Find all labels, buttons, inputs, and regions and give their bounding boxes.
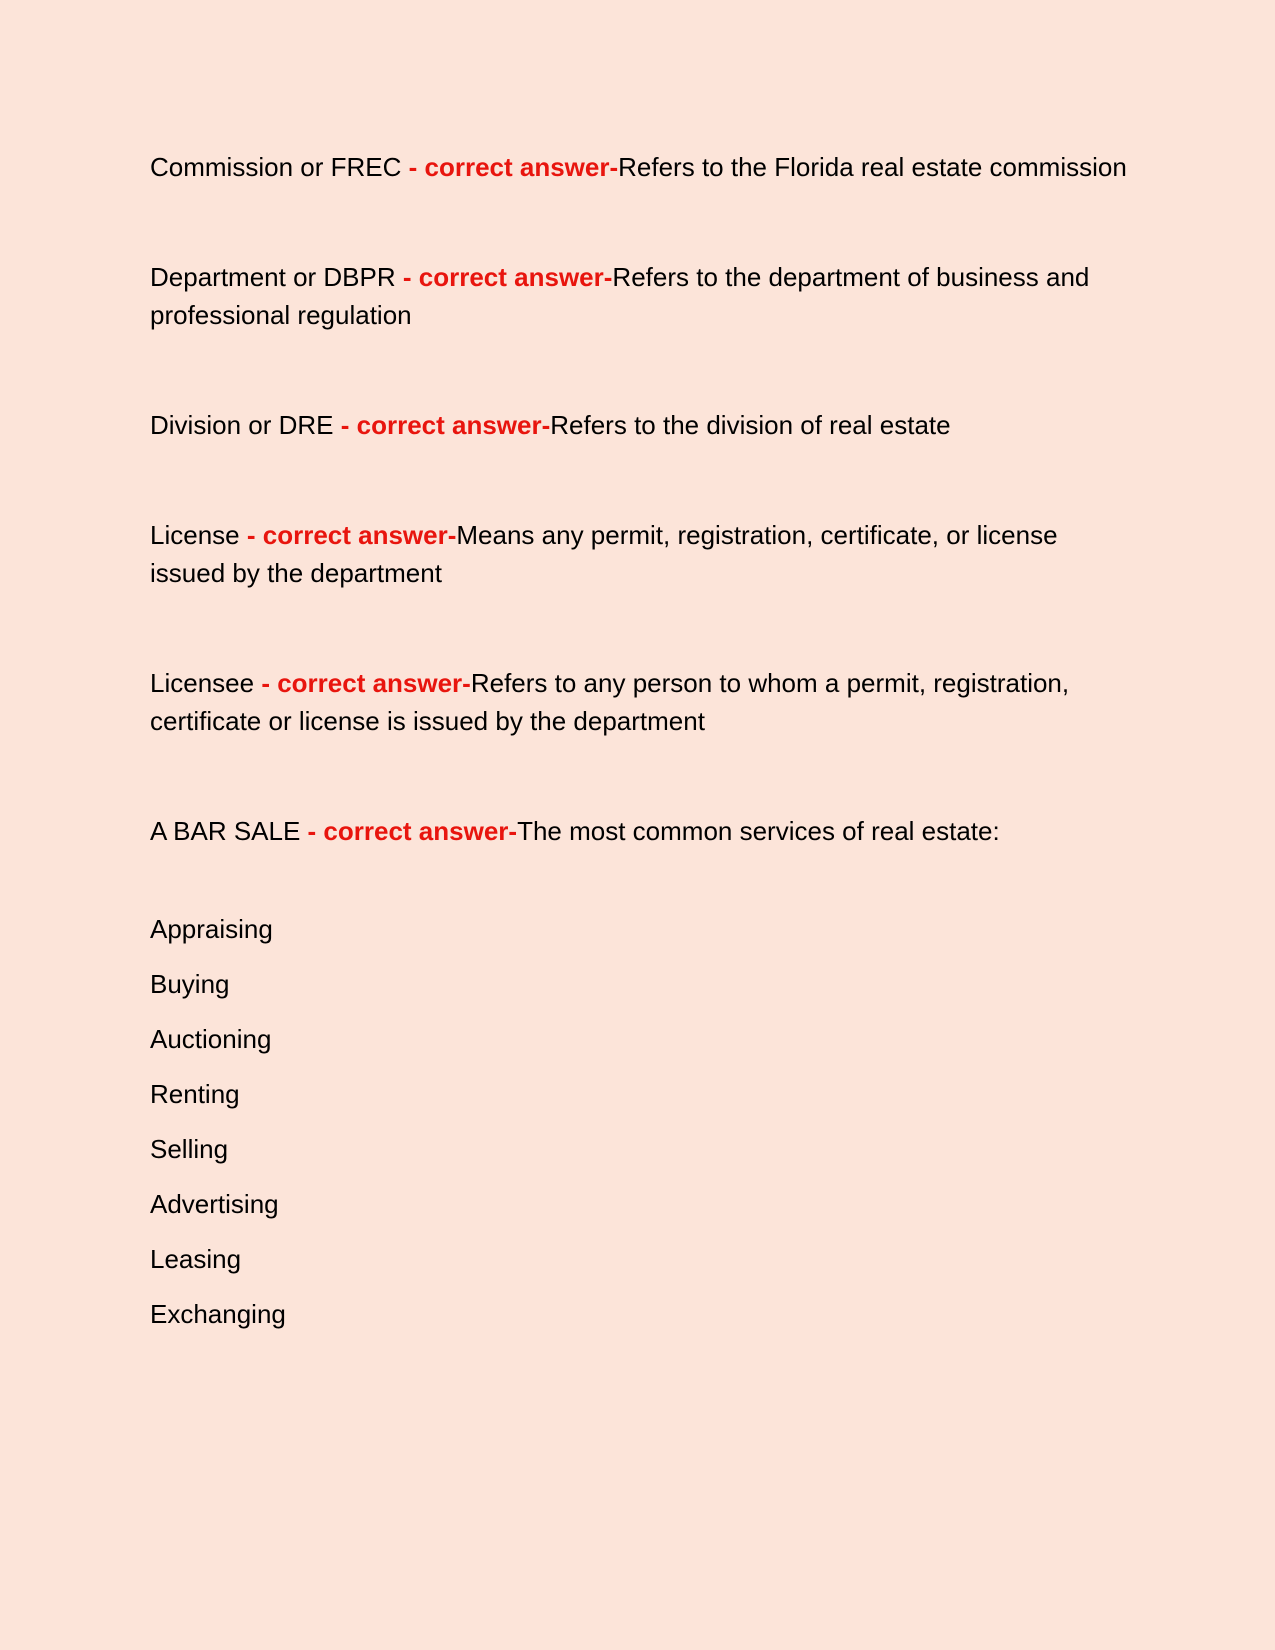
entry-definition: Means any permit, registration, certificate, or license issued by the department [150,520,1058,588]
services-list [150,910,1130,1333]
service-item: Appraising [150,914,273,944]
entry-term: Commission or FREC [150,152,402,182]
correct-answer-separator: - correct answer- [246,520,457,550]
flashcard-entry [150,258,1130,334]
service-item: Exchanging [150,1299,286,1329]
entry-term: Licensee [150,668,255,698]
correct-answer-separator: - correct answer- [340,410,551,440]
entry-definition: The most common services of real estate: [517,816,1000,846]
flashcard-entry [150,516,1130,592]
correct-answer-separator: - correct answer- [408,152,619,182]
service-item: Leasing [150,1244,242,1274]
flashcard-entry [150,812,1130,850]
correct-answer-separator: - correct answer- [307,816,518,846]
correct-answer-separator: - correct answer- [261,668,471,698]
service-item: Buying [150,969,230,999]
entry-definition: Refers to the department of business and professional regulation [150,262,1090,330]
flashcard-entry [150,406,1130,444]
service-item: Renting [150,1079,240,1109]
entry-definition: Refers to the Florida real estate commission [618,152,1127,182]
entry-definition: Refers to the division of real estate [550,410,951,440]
flashcard-entry [150,664,1130,740]
document-page [150,148,1130,1350]
flashcard-entry [150,148,1130,186]
service-item: Advertising [150,1189,279,1219]
service-item: Auctioning [150,1024,272,1054]
entry-term: Department or DBPR [150,262,396,292]
entry-term: Division or DRE [150,410,334,440]
service-item: Selling [150,1134,229,1164]
entry-definition: Refers to any person to whom a permit, registration, certificate or license is issued by the department [150,668,1070,736]
entry-term: A BAR SALE [150,816,301,846]
entry-term: License [150,520,240,550]
correct-answer-separator: - correct answer- [402,262,613,292]
